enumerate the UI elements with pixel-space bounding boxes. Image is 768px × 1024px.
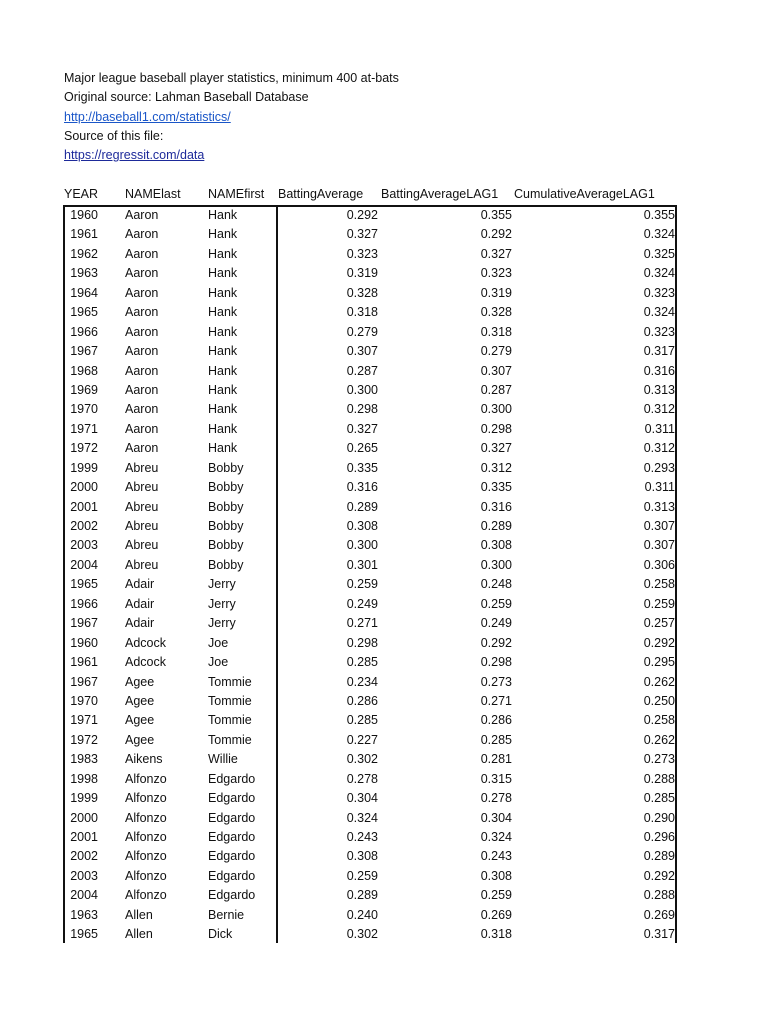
cell-namefirst[interactable]: Jerry [208, 616, 236, 631]
cell-batting-average-lag1[interactable]: 0.298 [480, 421, 512, 436]
table-row [0, 459, 768, 478]
table-row [0, 886, 768, 905]
cell-year[interactable]: 2001 [70, 830, 98, 844]
cell-batting-average[interactable]: 0.234 [346, 674, 378, 689]
cell-namefirst[interactable]: Hank [208, 305, 238, 320]
cell-batting-average[interactable]: 0.316 [346, 480, 378, 495]
cell-cumulative-average-lag1[interactable]: 0.292 [643, 868, 675, 883]
cell-namefirst[interactable]: Hank [208, 363, 238, 378]
cell-namelast[interactable]: Aikens [125, 752, 163, 767]
cell-namelast[interactable]: Agee [125, 713, 155, 728]
cell-batting-average[interactable]: 0.298 [346, 635, 378, 650]
column-header-year: YEAR [64, 187, 99, 201]
cell-namefirst[interactable]: Willie [208, 752, 238, 767]
table-row [0, 536, 768, 555]
cell-namelast[interactable]: Allen [125, 907, 153, 922]
cell-batting-average-lag1[interactable]: 0.289 [480, 519, 512, 533]
cell-year[interactable]: 1972 [70, 732, 98, 747]
table-row [0, 789, 768, 808]
cell-batting-average-lag1[interactable]: 0.259 [480, 888, 512, 903]
cell-batting-average[interactable]: 0.243 [346, 830, 378, 844]
cell-year[interactable]: 2002 [70, 519, 98, 533]
cell-year[interactable]: 2002 [70, 849, 98, 864]
cell-year[interactable]: 1971 [70, 421, 98, 436]
cell-batting-average-lag1[interactable]: 0.328 [480, 305, 512, 320]
cell-namelast[interactable]: Alfonzo [125, 849, 167, 864]
cell-namelast[interactable]: Aaron [125, 382, 159, 397]
cell-year[interactable]: 2004 [70, 557, 98, 572]
cell-batting-average-lag1[interactable]: 0.300 [480, 557, 512, 572]
cell-namefirst[interactable]: Joe [208, 655, 229, 670]
cell-cumulative-average-lag1[interactable]: 0.259 [643, 596, 675, 611]
cell-namelast[interactable]: Alfonzo [125, 830, 167, 844]
table-row [0, 225, 768, 244]
cell-batting-average[interactable]: 0.298 [346, 402, 378, 417]
cell-batting-average-lag1[interactable]: 0.318 [480, 927, 512, 942]
table-row [0, 634, 768, 653]
cell-year[interactable]: 1965 [70, 305, 98, 320]
table-row [0, 673, 768, 692]
cell-cumulative-average-lag1[interactable]: 0.307 [643, 519, 675, 533]
cell-namefirst[interactable]: Joe [208, 635, 229, 650]
cell-namelast[interactable]: Abreu [125, 538, 159, 553]
cell-batting-average[interactable]: 0.240 [346, 907, 378, 922]
table-row [0, 517, 768, 536]
cell-batting-average-lag1[interactable]: 0.327 [480, 246, 512, 261]
cell-cumulative-average-lag1[interactable]: 0.258 [643, 577, 675, 592]
cell-batting-average-lag1[interactable]: 0.324 [480, 830, 512, 844]
cell-batting-average[interactable]: 0.265 [346, 441, 378, 456]
cell-year[interactable]: 1966 [70, 596, 98, 611]
cell-namefirst[interactable]: Hank [208, 285, 238, 300]
cell-cumulative-average-lag1[interactable]: 0.307 [643, 538, 675, 553]
column-header-namelast: NAMElast [125, 187, 181, 201]
cell-batting-average[interactable]: 0.301 [346, 557, 378, 572]
cell-namefirst[interactable]: Hank [208, 208, 238, 222]
cell-namefirst[interactable]: Bobby [208, 499, 244, 514]
cell-namelast[interactable]: Aaron [125, 266, 159, 281]
cell-namelast[interactable]: Adair [125, 577, 155, 592]
cell-cumulative-average-lag1[interactable]: 0.355 [643, 208, 675, 222]
cell-batting-average[interactable]: 0.279 [346, 324, 378, 339]
cell-batting-average-lag1[interactable]: 0.292 [480, 227, 512, 242]
cell-namefirst[interactable]: Tommie [208, 674, 252, 689]
cell-namefirst[interactable]: Bobby [208, 557, 244, 572]
table-row [0, 498, 768, 517]
cell-batting-average[interactable]: 0.300 [346, 538, 378, 553]
cell-namefirst[interactable]: Bobby [208, 538, 244, 553]
cell-batting-average-lag1[interactable]: 0.315 [480, 771, 512, 786]
cell-namefirst[interactable]: Hank [208, 227, 238, 242]
cell-cumulative-average-lag1[interactable]: 0.257 [643, 616, 675, 631]
cell-year[interactable]: 1965 [70, 577, 98, 592]
cell-batting-average[interactable]: 0.278 [346, 771, 378, 786]
cell-batting-average-lag1[interactable]: 0.312 [480, 460, 512, 475]
cell-year[interactable]: 1960 [70, 635, 98, 650]
cell-cumulative-average-lag1[interactable]: 0.269 [643, 907, 675, 922]
cell-namefirst[interactable]: Hank [208, 266, 238, 281]
cell-cumulative-average-lag1[interactable]: 0.292 [643, 635, 675, 650]
cell-year[interactable]: 1999 [70, 460, 98, 475]
cell-batting-average-lag1[interactable]: 0.249 [480, 616, 512, 631]
description-line: Major league baseball player statistics, minimum 400 at-bats [64, 71, 399, 85]
table-row [0, 264, 768, 283]
cell-namefirst[interactable]: Edgardo [208, 791, 256, 806]
cell-namefirst[interactable]: Edgardo [208, 868, 256, 883]
cell-batting-average[interactable]: 0.249 [346, 596, 378, 611]
cell-batting-average[interactable]: 0.286 [346, 693, 378, 708]
cell-namelast[interactable]: Abreu [125, 557, 159, 572]
cell-namefirst[interactable]: Bobby [208, 480, 244, 495]
cell-namelast[interactable]: Aaron [125, 246, 159, 261]
cell-batting-average[interactable]: 0.307 [346, 344, 378, 359]
table-row [0, 653, 768, 672]
table-row [0, 906, 768, 925]
cell-batting-average-lag1[interactable]: 0.273 [480, 674, 512, 689]
cell-batting-average[interactable]: 0.227 [346, 732, 378, 747]
cell-year[interactable]: 2004 [70, 888, 98, 903]
cell-batting-average[interactable]: 0.327 [346, 227, 378, 242]
cell-batting-average[interactable]: 0.323 [346, 246, 378, 261]
cell-cumulative-average-lag1[interactable]: 0.324 [643, 266, 675, 281]
cell-cumulative-average-lag1[interactable]: 0.288 [643, 771, 675, 786]
cell-namefirst[interactable]: Edgardo [208, 888, 256, 903]
cell-cumulative-average-lag1[interactable]: 0.317 [643, 927, 675, 942]
cell-namelast[interactable]: Alfonzo [125, 791, 167, 806]
cell-year[interactable]: 1967 [70, 344, 98, 359]
cell-namelast[interactable]: Aaron [125, 305, 159, 320]
column-header-namefirst: NAMEfirst [208, 187, 265, 201]
cell-namefirst[interactable]: Hank [208, 382, 238, 397]
cell-namefirst[interactable]: Edgardo [208, 771, 256, 786]
table-row [0, 245, 768, 264]
cell-batting-average-lag1[interactable]: 0.318 [480, 324, 512, 339]
table-row [0, 323, 768, 342]
cell-batting-average[interactable]: 0.319 [346, 266, 378, 281]
table-row [0, 284, 768, 303]
original-source-link[interactable]: http://baseball1.com/statistics/ [64, 109, 231, 124]
cell-batting-average-lag1[interactable]: 0.281 [480, 752, 512, 767]
file-source-line: Source of this file: [64, 128, 164, 143]
cell-year[interactable]: 1962 [70, 246, 98, 261]
cell-namelast[interactable]: Aaron [125, 285, 159, 300]
cell-batting-average[interactable]: 0.324 [346, 810, 378, 825]
cell-cumulative-average-lag1[interactable]: 0.311 [644, 421, 675, 436]
cell-year[interactable]: 1998 [70, 771, 98, 786]
cell-year[interactable]: 1961 [70, 227, 98, 242]
table-row [0, 342, 768, 361]
cell-batting-average[interactable]: 0.304 [346, 791, 378, 806]
table-row [0, 809, 768, 828]
table-row [0, 750, 768, 769]
cell-cumulative-average-lag1[interactable]: 0.288 [643, 888, 675, 903]
table-row [0, 478, 768, 497]
column-header-batting-average-lag1: BattingAverageLAG1 [381, 187, 499, 201]
table-row [0, 925, 768, 944]
cell-batting-average-lag1[interactable]: 0.307 [480, 363, 512, 378]
cell-cumulative-average-lag1[interactable]: 0.311 [644, 480, 675, 495]
cell-namefirst[interactable]: Jerry [208, 596, 236, 611]
cell-batting-average-lag1[interactable]: 0.335 [480, 480, 512, 495]
cell-namefirst[interactable]: Hank [208, 441, 238, 456]
cell-cumulative-average-lag1[interactable]: 0.290 [643, 810, 675, 825]
cell-batting-average-lag1[interactable]: 0.269 [480, 907, 512, 922]
cell-cumulative-average-lag1[interactable]: 0.258 [643, 713, 675, 728]
cell-namelast[interactable]: Adair [125, 616, 155, 631]
cell-cumulative-average-lag1[interactable]: 0.306 [643, 557, 675, 572]
cell-namelast[interactable]: Agee [125, 732, 155, 747]
cell-namefirst[interactable]: Tommie [208, 732, 252, 747]
cell-cumulative-average-lag1[interactable]: 0.324 [643, 305, 675, 320]
data-table [0, 206, 768, 945]
original-source-line: Original source: Lahman Baseball Database [64, 90, 309, 105]
cell-cumulative-average-lag1[interactable]: 0.250 [643, 693, 675, 708]
cell-batting-average[interactable]: 0.335 [346, 460, 378, 475]
cell-batting-average-lag1[interactable]: 0.300 [480, 402, 512, 417]
cell-year[interactable]: 1961 [70, 655, 98, 670]
cell-year[interactable]: 1969 [70, 382, 98, 397]
table-row [0, 770, 768, 789]
cell-year[interactable]: 2003 [70, 868, 98, 883]
cell-cumulative-average-lag1[interactable]: 0.296 [643, 830, 675, 844]
cell-year[interactable]: 1971 [70, 713, 98, 728]
cell-namelast[interactable]: Abreu [125, 480, 159, 495]
cell-year[interactable]: 1960 [70, 208, 98, 222]
cell-namelast[interactable]: Adcock [125, 635, 166, 650]
cell-batting-average[interactable]: 0.292 [346, 208, 378, 222]
cell-batting-average[interactable]: 0.328 [346, 285, 378, 300]
table-row [0, 847, 768, 866]
cell-namefirst[interactable]: Tommie [208, 693, 252, 708]
file-header [64, 69, 399, 165]
cell-batting-average[interactable]: 0.302 [346, 927, 378, 942]
cell-cumulative-average-lag1[interactable]: 0.295 [643, 655, 675, 670]
cell-cumulative-average-lag1[interactable]: 0.324 [643, 227, 675, 242]
cell-batting-average[interactable]: 0.259 [346, 868, 378, 883]
table-row [0, 575, 768, 594]
cell-batting-average-lag1[interactable]: 0.285 [480, 732, 512, 747]
cell-cumulative-average-lag1[interactable]: 0.312 [643, 441, 675, 456]
cell-year[interactable]: 1963 [70, 266, 98, 281]
cell-cumulative-average-lag1[interactable]: 0.262 [643, 732, 675, 747]
cell-batting-average-lag1[interactable]: 0.243 [480, 849, 512, 864]
cell-cumulative-average-lag1[interactable]: 0.317 [643, 344, 675, 359]
cell-year[interactable]: 1966 [70, 324, 98, 339]
table-row [0, 381, 768, 400]
column-header-row [0, 187, 768, 206]
table-row [0, 303, 768, 322]
cell-year[interactable]: 2000 [70, 810, 98, 825]
cell-batting-average-lag1[interactable]: 0.327 [480, 441, 512, 456]
cell-year[interactable]: 1964 [70, 285, 98, 300]
cell-cumulative-average-lag1[interactable]: 0.289 [643, 849, 675, 864]
cell-cumulative-average-lag1[interactable]: 0.323 [643, 324, 675, 339]
cell-year[interactable]: 1965 [70, 927, 98, 942]
cell-year[interactable]: 2000 [70, 480, 98, 495]
cell-namefirst[interactable]: Edgardo [208, 830, 256, 844]
cell-batting-average[interactable]: 0.285 [346, 655, 378, 670]
cell-year[interactable]: 1972 [70, 441, 98, 456]
cell-year[interactable]: 2001 [70, 499, 98, 514]
cell-namefirst[interactable]: Hank [208, 246, 238, 261]
table-row [0, 692, 768, 711]
cell-namelast[interactable]: Aaron [125, 402, 159, 417]
cell-cumulative-average-lag1[interactable]: 0.285 [643, 791, 675, 806]
cell-namefirst[interactable]: Hank [208, 344, 238, 359]
cell-batting-average-lag1[interactable]: 0.259 [480, 596, 512, 611]
cell-year[interactable]: 1999 [70, 791, 98, 806]
cell-batting-average[interactable]: 0.318 [346, 305, 378, 320]
cell-year[interactable]: 1967 [70, 674, 98, 689]
cell-year[interactable]: 1968 [70, 363, 98, 378]
table-row [0, 400, 768, 419]
cell-namefirst[interactable]: Bobby [208, 460, 244, 475]
cell-batting-average[interactable]: 0.300 [346, 382, 378, 397]
table-row [0, 614, 768, 633]
table-row [0, 731, 768, 750]
cell-batting-average[interactable]: 0.308 [346, 519, 378, 533]
cell-namefirst[interactable]: Edgardo [208, 849, 256, 864]
cell-batting-average[interactable]: 0.302 [346, 752, 378, 767]
cell-cumulative-average-lag1[interactable]: 0.313 [643, 499, 675, 514]
cell-namelast[interactable]: Aaron [125, 363, 159, 378]
cell-batting-average-lag1[interactable]: 0.323 [480, 266, 512, 281]
cell-batting-average-lag1[interactable]: 0.248 [480, 577, 512, 592]
table-row [0, 362, 768, 381]
cell-cumulative-average-lag1[interactable]: 0.323 [643, 285, 675, 300]
cell-cumulative-average-lag1[interactable]: 0.312 [643, 402, 675, 417]
cell-batting-average-lag1[interactable]: 0.355 [480, 208, 512, 222]
cell-cumulative-average-lag1[interactable]: 0.316 [643, 363, 675, 378]
cell-batting-average[interactable]: 0.287 [346, 363, 378, 378]
cell-cumulative-average-lag1[interactable]: 0.293 [643, 460, 675, 475]
cell-namelast[interactable]: Allen [125, 927, 153, 942]
cell-namefirst[interactable]: Hank [208, 421, 238, 436]
cell-namelast[interactable]: Alfonzo [125, 810, 167, 825]
table-row [0, 828, 768, 847]
table-row [0, 595, 768, 614]
table-row [0, 867, 768, 886]
cell-namefirst[interactable]: Hank [208, 324, 238, 339]
cell-batting-average-lag1[interactable]: 0.304 [480, 810, 512, 825]
cell-namelast[interactable]: Aaron [125, 421, 159, 436]
table-row [0, 420, 768, 439]
cell-year[interactable]: 2003 [70, 538, 98, 553]
cell-batting-average[interactable]: 0.259 [346, 577, 378, 592]
cell-namelast[interactable]: Agee [125, 674, 155, 689]
cell-namelast[interactable]: Aaron [125, 441, 159, 456]
cell-batting-average-lag1[interactable]: 0.319 [480, 285, 512, 300]
cell-namelast[interactable]: Aaron [125, 324, 159, 339]
cell-namelast[interactable]: Agee [125, 693, 155, 708]
cell-batting-average-lag1[interactable]: 0.308 [480, 868, 512, 883]
cell-batting-average[interactable]: 0.289 [346, 888, 378, 903]
cell-namelast[interactable]: Aaron [125, 344, 159, 359]
cell-namelast[interactable]: Alfonzo [125, 868, 167, 883]
file-source-link[interactable]: https://regressit.com/data [64, 148, 205, 163]
cell-batting-average-lag1[interactable]: 0.278 [480, 791, 512, 806]
cell-batting-average-lag1[interactable]: 0.279 [480, 344, 512, 359]
cell-namelast[interactable]: Abreu [125, 499, 159, 514]
cell-cumulative-average-lag1[interactable]: 0.313 [643, 382, 675, 397]
cell-batting-average[interactable]: 0.327 [346, 421, 378, 436]
cell-namelast[interactable]: Adcock [125, 655, 166, 670]
table-row [0, 556, 768, 575]
table-row [0, 439, 768, 458]
cell-batting-average[interactable]: 0.271 [346, 616, 378, 631]
cell-namelast[interactable]: Aaron [125, 227, 159, 242]
cell-year[interactable]: 1963 [70, 907, 98, 922]
column-header-batting-average: BattingAverage [278, 187, 364, 201]
cell-batting-average-lag1[interactable]: 0.286 [480, 713, 512, 728]
cell-namefirst[interactable]: Edgardo [208, 810, 256, 825]
cell-batting-average-lag1[interactable]: 0.316 [480, 499, 512, 514]
cell-cumulative-average-lag1[interactable]: 0.262 [643, 674, 675, 689]
cell-cumulative-average-lag1[interactable]: 0.325 [643, 246, 675, 261]
cell-batting-average[interactable]: 0.285 [346, 713, 378, 728]
cell-namefirst[interactable]: Dick [208, 927, 233, 942]
cell-year[interactable]: 1970 [70, 402, 98, 417]
cell-namelast[interactable]: Alfonzo [125, 771, 167, 786]
cell-namefirst[interactable]: Bernie [208, 907, 245, 922]
cell-namelast[interactable]: Abreu [125, 519, 159, 533]
cell-namelast[interactable]: Aaron [125, 208, 159, 222]
cell-namelast[interactable]: Adair [125, 596, 155, 611]
cell-namefirst[interactable]: Tommie [208, 713, 252, 728]
cell-year[interactable]: 1983 [70, 752, 98, 767]
cell-batting-average-lag1[interactable]: 0.308 [480, 538, 512, 553]
cell-year[interactable]: 1967 [70, 616, 98, 631]
cell-namefirst[interactable]: Jerry [208, 577, 236, 592]
cell-year[interactable]: 1970 [70, 693, 98, 708]
cell-batting-average-lag1[interactable]: 0.292 [480, 635, 512, 650]
table-row [0, 206, 768, 225]
table-row [0, 711, 768, 730]
column-header-cumulative-average-lag1: CumulativeAverageLAG1 [514, 187, 655, 201]
cell-cumulative-average-lag1[interactable]: 0.273 [643, 752, 675, 767]
cell-namelast[interactable]: Abreu [125, 460, 159, 475]
cell-batting-average[interactable]: 0.308 [346, 849, 378, 864]
cell-batting-average-lag1[interactable]: 0.298 [480, 655, 512, 670]
cell-namelast[interactable]: Alfonzo [125, 888, 167, 903]
cell-batting-average[interactable]: 0.289 [346, 499, 378, 514]
cell-batting-average-lag1[interactable]: 0.287 [480, 382, 512, 397]
cell-namefirst[interactable]: Bobby [208, 519, 244, 533]
cell-batting-average-lag1[interactable]: 0.271 [480, 693, 512, 708]
cell-namefirst[interactable]: Hank [208, 402, 238, 417]
